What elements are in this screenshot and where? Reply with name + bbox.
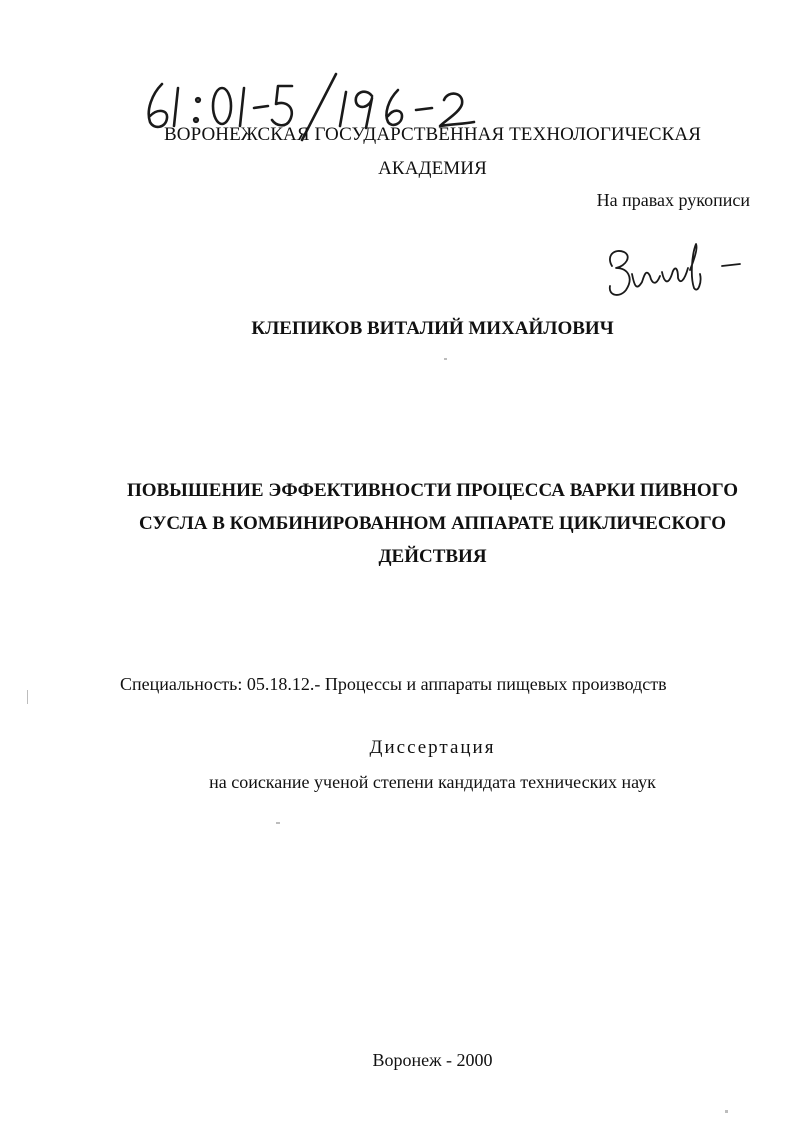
dissertation-title-line-3: ДЕЙСТВИЯ	[378, 546, 487, 567]
scan-speck	[276, 822, 280, 824]
specialty-line: Специальность: 05.18.12.- Процессы и аппараты пищевых производств	[120, 674, 667, 694]
document-type-label: Диссертация	[369, 737, 496, 758]
dissertation-title-line-1: ПОВЫШЕНИЕ ЭФФЕКТИВНОСТИ ПРОЦЕССА ВАРКИ ПИВНОГО	[126, 480, 739, 501]
organization-name-line-2: АКАДЕМИЯ	[378, 158, 487, 179]
scan-speck	[27, 690, 28, 704]
author-name: КЛЕПИКОВ ВИТАЛИЙ МИХАЙЛОВИЧ	[251, 318, 614, 339]
scan-speck	[444, 358, 447, 360]
manuscript-rights-note: На правах рукописи	[596, 190, 750, 210]
city-and-year: Воронеж - 2000	[372, 1050, 493, 1070]
handwritten-code-text: 61 : 01-5 / 196 - 2	[140, 70, 148, 71]
dissertation-title-line-2: СУСЛА В КОМБИНИРОВАННОМ АППАРАТЕ ЦИКЛИЧЕСКОГО	[138, 513, 727, 534]
author-signature	[598, 236, 748, 306]
organization-name-line-1: ВОРОНЕЖСКАЯ ГОСУДАРСТВЕННАЯ ТЕХНОЛОГИЧЕСКАЯ	[163, 124, 702, 145]
degree-line: на соискание ученой степени кандидата технических наук	[209, 772, 656, 792]
scan-speck	[725, 1110, 728, 1113]
